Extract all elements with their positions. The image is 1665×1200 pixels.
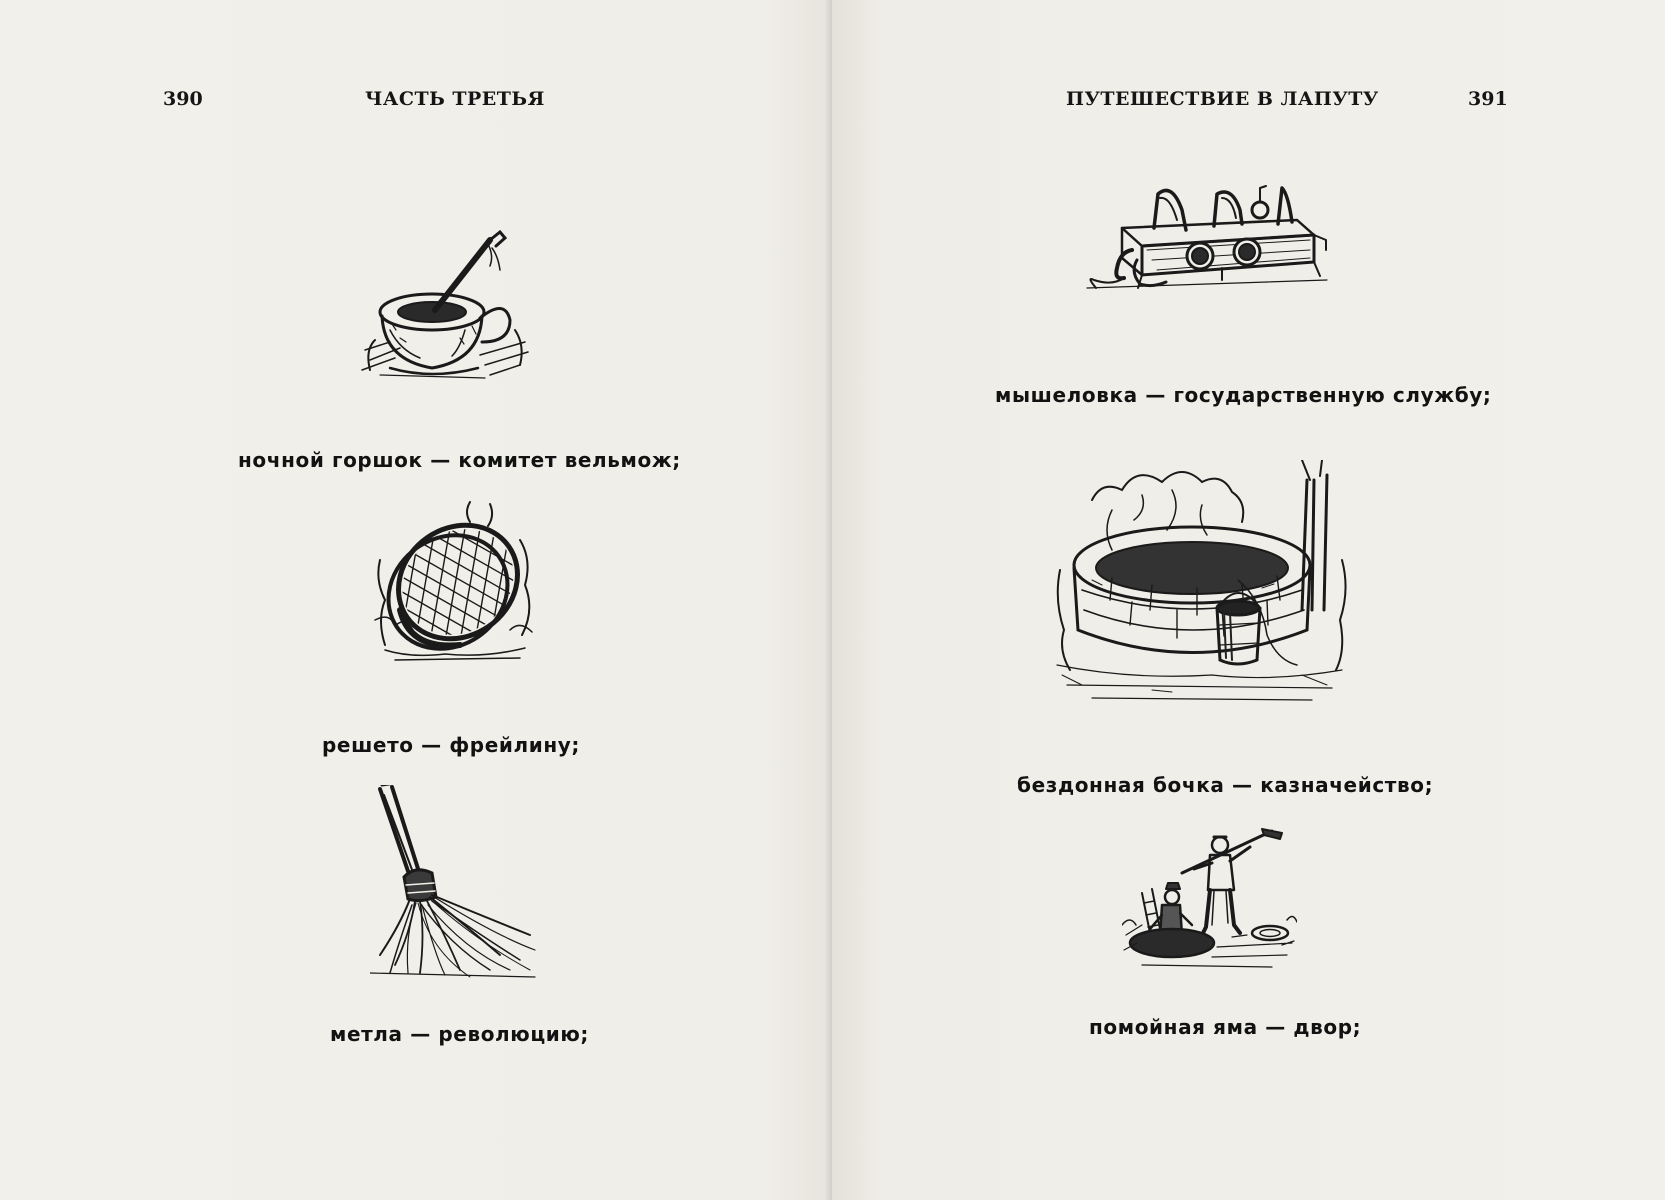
left-page — [0, 0, 832, 1200]
running-head-right: ПУТЕШЕСТВИЕ В ЛАПУТУ — [1066, 88, 1379, 110]
page-number-right: 391 — [1468, 88, 1508, 110]
chamber-pot-icon — [360, 230, 530, 385]
sieve-icon — [370, 500, 540, 675]
cesspit-workers-icon — [1122, 825, 1297, 975]
well-bucket-icon — [1052, 460, 1352, 715]
caption-mousetrap: мышеловка — государственную службу; — [995, 383, 1492, 407]
right-page — [832, 0, 1664, 1200]
mousetrap-icon — [1082, 180, 1332, 295]
caption-cesspit: помойная яма — двор; — [1089, 1015, 1362, 1039]
caption-sieve: решето — фрейлину; — [322, 733, 580, 757]
caption-well-bucket: бездонная бочка — казначейство; — [1017, 773, 1434, 797]
running-head-left: ЧАСТЬ ТРЕТЬЯ — [365, 88, 545, 110]
broom-icon — [370, 785, 540, 980]
caption-chamber-pot: ночной горшок — комитет вельмож; — [238, 448, 681, 472]
page-number-left: 390 — [163, 88, 203, 110]
caption-broom: метла — революцию; — [330, 1022, 590, 1046]
